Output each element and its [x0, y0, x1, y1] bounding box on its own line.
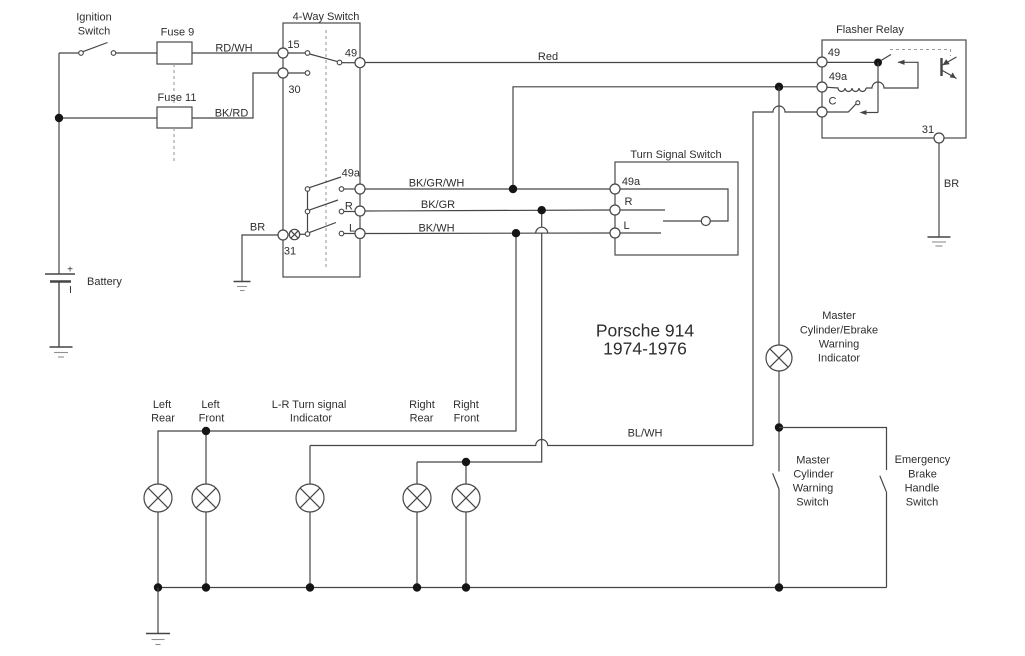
master-indicator-label-1: Master [822, 310, 856, 322]
fl-c-contact [856, 101, 860, 105]
wire-label-bk-gr-wh: BK/GR/WH [408, 177, 465, 190]
fuse9-label: Fuse 9 [160, 26, 195, 39]
master-switch-label-2: Cylinder [793, 468, 834, 481]
left-front-label-2: Front [198, 412, 225, 425]
fl-49-label: 49 [827, 47, 841, 59]
battery-plus: + [67, 264, 73, 276]
junction-right-front [462, 458, 470, 466]
junction-49a [509, 185, 517, 193]
bus-junction-3 [306, 583, 314, 591]
master-switch-arm [773, 473, 779, 489]
terminal-ts-49a [610, 184, 620, 194]
terminal-fl-31 [934, 133, 944, 143]
wire-label-red: Red [537, 51, 559, 63]
main-wires [158, 63, 817, 485]
diagram-title-1: Porsche 914 [595, 320, 695, 341]
master-switch-label-1: Master [796, 454, 830, 467]
flasher-relay-label: Flasher Relay [836, 24, 904, 36]
flasher-relay-body [822, 40, 966, 138]
contact-49 [337, 60, 342, 65]
terminal-fl-49a [817, 82, 827, 92]
contact-common-r [305, 209, 310, 214]
master-indicator-label-4: Indicator [817, 352, 861, 365]
right-front-label-1: Right [453, 399, 479, 411]
wire-label-rd-wh: RD/WH [215, 42, 253, 55]
four-way-switch-label: 4-Way Switch [292, 11, 360, 23]
ebrake-switch-label-2: Brake [908, 468, 937, 481]
terminal-ts-l [610, 228, 620, 238]
contact-common-l [305, 232, 310, 237]
wire-br-hazard [242, 235, 278, 282]
contact-out-49a [339, 187, 344, 192]
bus-junction-2 [202, 583, 210, 591]
t49-label: 49 [344, 47, 358, 60]
left-front-label-1: Left [201, 399, 220, 411]
wire-c-to-blwh [753, 106, 817, 446]
ignition-switch-label-1: Ignition [76, 11, 112, 24]
left-rear-label-2: Rear [151, 412, 175, 425]
t49a-label: 49a [341, 167, 360, 180]
ts-r-label: R [624, 196, 633, 208]
terminal-ts-r [610, 205, 620, 215]
right-rear-label-1: Right [409, 399, 435, 411]
junction-battery-fuse11 [55, 114, 63, 122]
ebrake-switch-arm [880, 476, 887, 492]
power-section [45, 42, 278, 357]
junction-bk-gr [538, 206, 546, 214]
left-rear-label-1: Left [152, 399, 172, 411]
bus-junction-4 [413, 583, 421, 591]
right-front-label-2: Front [453, 412, 480, 425]
ts-49a-label: 49a [621, 176, 641, 188]
battery-label: Battery [87, 276, 122, 288]
terminal-fl-49 [817, 57, 827, 67]
warning-circuit [766, 87, 887, 588]
contact-out-r [339, 209, 344, 214]
t31-label: 31 [283, 245, 297, 258]
master-indicator-label-2: Cylinder/Ebrake [799, 324, 879, 337]
wire-label-bk-rd: BK/RD [214, 107, 249, 120]
lamps-row [144, 484, 887, 645]
wire-label-bk-gr: BK/GR [420, 199, 456, 211]
fl-c-label: C [828, 95, 837, 108]
master-switch-label-3: Warning [792, 482, 834, 495]
fl-49a-label: 49a [828, 71, 848, 83]
four-way-switch [234, 23, 361, 291]
terminal-fl-c [817, 107, 827, 117]
battery-minus: I [69, 285, 72, 296]
ebrake-switch-label-1: Emergency [894, 454, 951, 466]
contact-out-l [339, 231, 344, 236]
wire-label-bk-wh: BK/WH [418, 222, 455, 235]
junction-bk-wh [512, 229, 520, 237]
contact-15 [305, 51, 310, 56]
contact-30 [305, 71, 310, 76]
fuse11-label: Fuse 11 [157, 92, 197, 104]
master-indicator-label-3: Warning [818, 338, 860, 351]
terminal-4way-30 [278, 68, 288, 78]
wire-bk-gr [365, 210, 610, 211]
ebrake-switch-label-4: Switch [905, 496, 939, 509]
bus-junction-6 [775, 583, 783, 591]
t15-label: 15 [287, 39, 300, 51]
wire-label-br-flasher: BR [943, 178, 960, 190]
wire-label-br-hazard: BR [249, 221, 266, 234]
bus-junction-5 [462, 583, 470, 591]
wire-label-bl-wh: BL/WH [627, 427, 663, 440]
turn-signal-switch-label: Turn Signal Switch [630, 149, 722, 161]
tr-label: R [344, 200, 353, 213]
terminal-4way-49a [355, 184, 365, 194]
ignition-contact-right [111, 51, 116, 56]
t30-label: 30 [288, 84, 301, 96]
lr-indicator-label-2: Indicator [289, 412, 333, 425]
wire-bk-wh [365, 233, 610, 234]
terminal-4way-l [355, 229, 365, 239]
lamp-ground-stubs [158, 512, 466, 588]
terminal-4way-r [355, 206, 365, 216]
fuse9-body [157, 42, 192, 64]
contact-common-49a [305, 187, 310, 192]
ignition-switch-arm [83, 43, 107, 52]
master-switch-label-4: Switch [796, 496, 829, 509]
wire-ebrake-branch [779, 428, 887, 471]
junction-left-front [202, 427, 210, 435]
ignition-contact-left [79, 51, 84, 56]
ts-wiper-pivot [701, 217, 710, 226]
ebrake-switch-label-3: Handle [904, 482, 940, 495]
right-rear-label-2: Rear [409, 412, 434, 425]
lr-indicator-label-1: L-R Turn signal [271, 399, 347, 411]
ts-l-label: L [623, 220, 630, 232]
fuse11-body [157, 107, 192, 128]
diagram-title-2: 1974-1976 [603, 338, 687, 359]
ignition-switch-label-2: Switch [77, 25, 111, 38]
fl-31-label: 31 [921, 124, 935, 136]
tl-label: L [348, 222, 356, 235]
wire-right-feed [417, 210, 548, 462]
terminal-4way-31 [278, 230, 288, 240]
